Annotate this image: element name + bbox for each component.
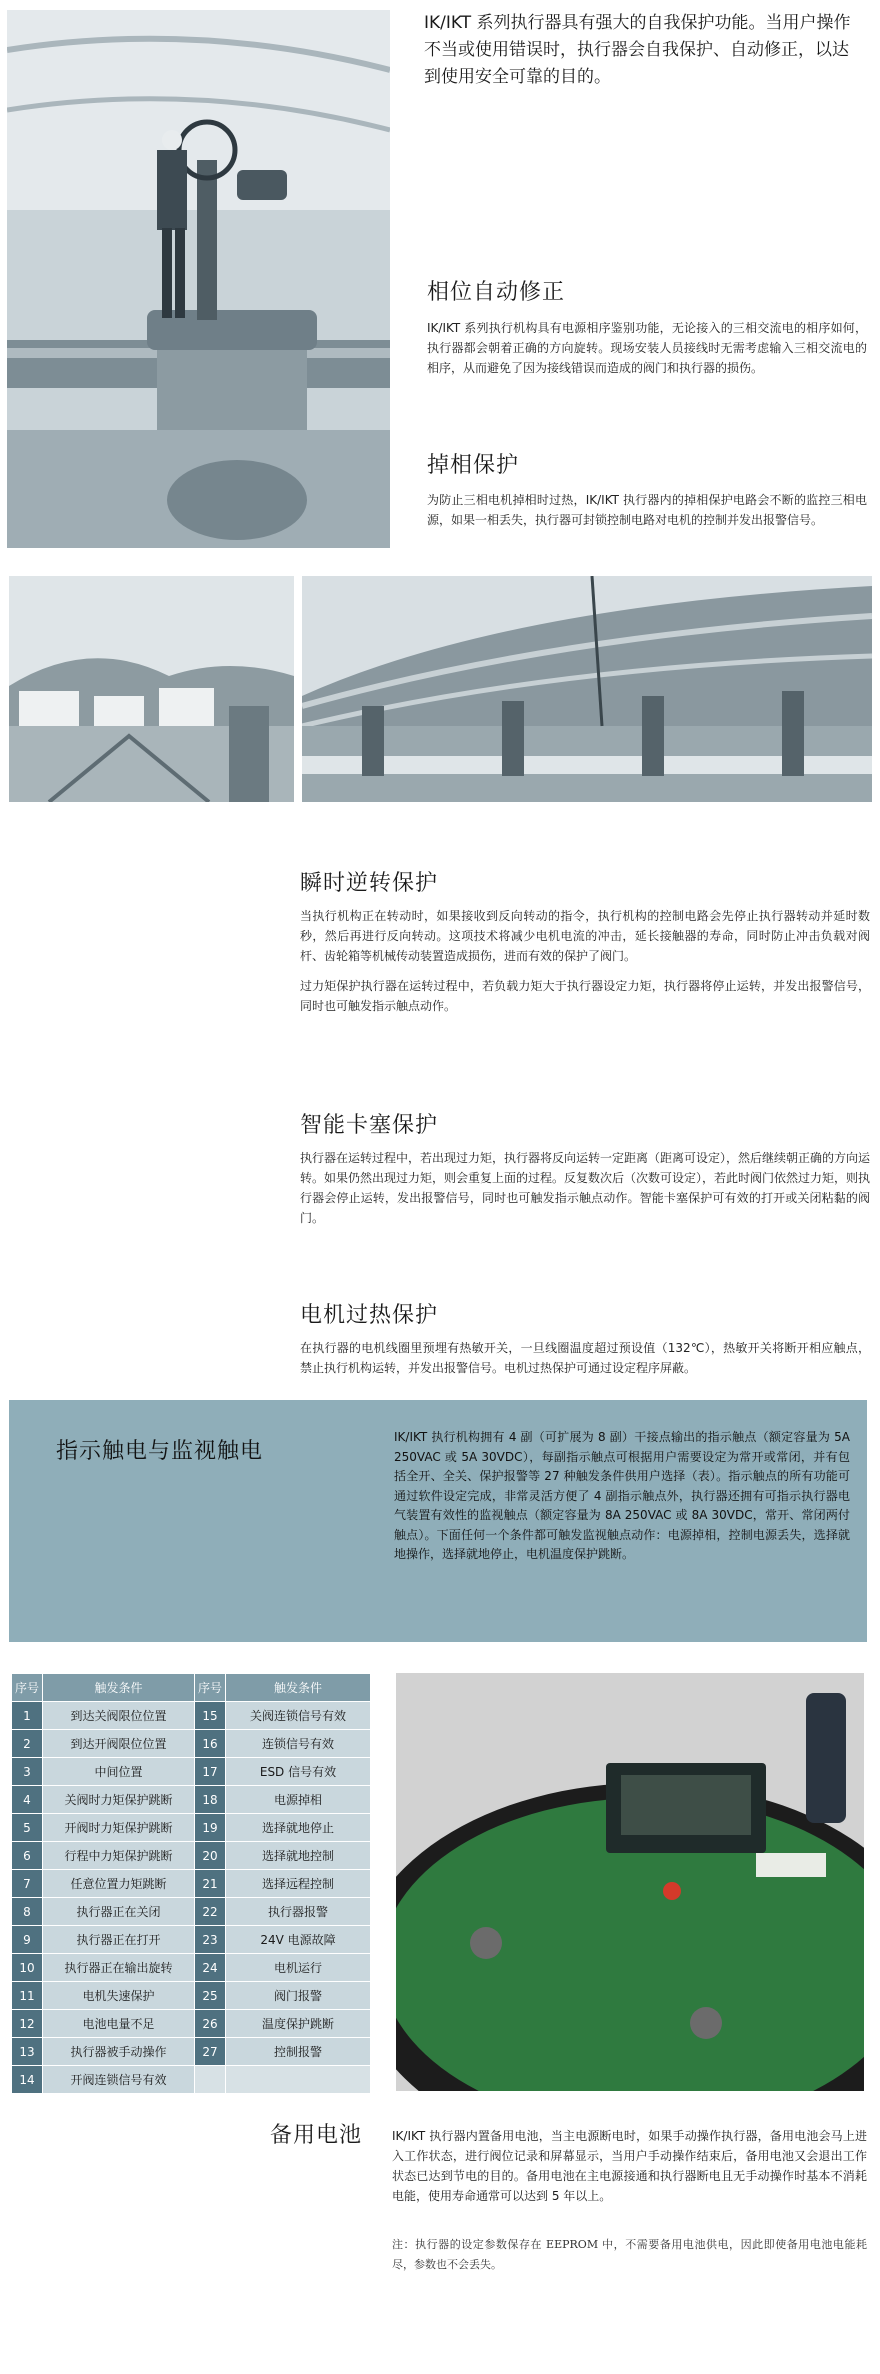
motor-heat-body [300, 1338, 870, 1388]
phase-loss-title: 掉相保护 [427, 453, 520, 478]
table-row [12, 1926, 371, 1954]
table-row [12, 2038, 371, 2066]
row-condition: 电源掉相 [226, 1786, 371, 1814]
table-row [12, 1842, 371, 1870]
row-no: 10 [12, 1954, 43, 1982]
row-condition: 电机运行 [226, 1954, 371, 1982]
row-no: 13 [12, 2038, 43, 2066]
table-row [12, 1814, 371, 1842]
row-condition: 执行器正在关闭 [43, 1898, 195, 1926]
row-no: 22 [195, 1898, 226, 1926]
row-condition: 选择就地控制 [226, 1842, 371, 1870]
row-condition: 到达开阀限位位置 [43, 1730, 195, 1758]
smart-jam-body [300, 1148, 870, 1238]
row-no: 9 [12, 1926, 43, 1954]
row-no: 1 [12, 1702, 43, 1730]
row-condition: 关阀连锁信号有效 [226, 1702, 371, 1730]
row-condition: 开阀连锁信号有效 [43, 2066, 195, 2094]
row-condition: 24V 电源故障 [226, 1926, 371, 1954]
intro-text: IK/IKT 系列执行器具有强大的自我保护功能。当用户操作不当或使用错误时，执行器会自我保护、自动修正，以达到使用安全可靠的目的。 [424, 13, 851, 87]
header-no-2: 序号 [195, 1674, 226, 1702]
table-row [12, 2010, 371, 2038]
trigger-table [11, 1673, 371, 2094]
row-condition: ESD 信号有效 [226, 1758, 371, 1786]
table-row [12, 1870, 371, 1898]
row-no: 19 [195, 1814, 226, 1842]
battery-note: 注：执行器的设定参数保存在 EEPROM 中，不需要备用电池供电，因此即使备用电池电能耗尽，参数也不会丢失。 [392, 2238, 867, 2271]
smart-jam-text: 执行器在运转过程中，若出现过力矩，执行器将反向运转一定距离（距离可设定），然后继续朝正确的方向运转。如果仍然出现过力矩，则会重复上面的过程。反复数次后（次数可设定），若此时阀门依然过力矩，则执行器会停止运转，发出报警信号，同时也可触发指示触点动作。智能卡塞保护可有效的打开或关闭粘黏的阀门。 [300, 1151, 871, 1225]
row-no: 23 [195, 1926, 226, 1954]
phase-correction-body [427, 318, 867, 388]
row-no: 8 [12, 1898, 43, 1926]
row-no: 21 [195, 1870, 226, 1898]
row-condition: 中间位置 [43, 1758, 195, 1786]
table-row [12, 1786, 371, 1814]
row-no: 12 [12, 2010, 43, 2038]
row-no: 11 [12, 1982, 43, 2010]
table-row [12, 1898, 371, 1926]
instant-reverse-paragraph-1: 当执行机构正在转动时，如果接收到反向转动的指令，执行机构的控制电路会先停止执行器转动并延时数秒，然后再进行反向转动。这项技术将减少电机电流的冲击，延长接触器的寿命，同时防止冲击负载对阀杆、齿轮箱等机械传动装置造成损伤，进而有效的保护了阀门。 [300, 909, 870, 963]
row-condition: 任意位置力矩跳断 [43, 1870, 195, 1898]
row-condition: 执行器被手动操作 [43, 2038, 195, 2066]
row-no: 27 [195, 2038, 226, 2066]
instant-reverse-title: 瞬时逆转保护 [300, 871, 439, 896]
row-condition: 电池电量不足 [43, 2010, 195, 2038]
motor-heat-text: 在执行器的电机线圈里预埋有热敏开关，一旦线圈温度超过预设值（132℃），热敏开关将断开相应触点，禁止执行机构运转，并发出报警信号。电机过热保护可通过设定程序屏蔽。 [300, 1341, 870, 1375]
contacts-body: IK/IKT 执行机构拥有 4 副（可扩展为 8 副）干接点输出的指示触点（额定容量为 5A 250VAC 或 5A 30VDC），每副指示触点可根据用户需要设定为常开或常闭，并有包括全开、全关、保护报警等 27 种触发条件供用户选择（表）。指示触点的所有功能可通过软件设定完成，非常灵活方便了 4 副指示触点外，执行器还拥有可指示执行器电气装置有效性的监视触点（额定容量为 8A 250VAC 或 8A 30VDC，常开、常闭两付触点）。下面任何一个条件都可触发监视触点动作：电源掉相，控制电源丢失，选择就地操作，选择就地停止，电机温度保护跳断。 [394, 1430, 850, 1561]
row-no: 5 [12, 1814, 43, 1842]
table-row [12, 1730, 371, 1758]
motor-heat-title: 电机过热保护 [300, 1303, 439, 1328]
header-condition-2: 触发条件 [226, 1674, 371, 1702]
row-condition: 选择就地停止 [226, 1814, 371, 1842]
battery-title: 备用电池 [270, 2123, 363, 2148]
phase-loss-text: 为防止三相电机掉相时过热，IK/IKT 执行器内的掉相保护电路会不断的监控三相电源，如果一相丢失，执行器可封锁控制电路对电机的控制并发出报警信号。 [427, 493, 867, 527]
header-condition-1: 触发条件 [43, 1674, 195, 1702]
row-condition: 阀门报警 [226, 1982, 371, 2010]
row-no: 25 [195, 1982, 226, 2010]
row-condition: 执行器报警 [226, 1898, 371, 1926]
row-no: 14 [12, 2066, 43, 2094]
row-condition: 到达关阀限位位置 [43, 1702, 195, 1730]
valve-worker-photo [7, 10, 390, 548]
contacts-band [9, 1400, 867, 1642]
phase-correction-text: IK/IKT 系列执行机构具有电源相序鉴别功能，无论接入的三相交流电的相序如何，执行器都会朝着正确的方向旋转。现场安装人员接线时无需考虑输入三相交流电的相序，从而避免了因为接线错误而造成的阀门和执行器的损伤。 [427, 321, 867, 375]
row-condition: 关阀时力矩保护跳断 [43, 1786, 195, 1814]
row-condition: 温度保护跳断 [226, 2010, 371, 2038]
row-no: 3 [12, 1758, 43, 1786]
table-row [12, 1758, 371, 1786]
row-condition: 开阀时力矩保护跳断 [43, 1814, 195, 1842]
row-condition: 行程中力矩保护跳断 [43, 1842, 195, 1870]
row-condition: 连锁信号有效 [226, 1730, 371, 1758]
trigger-table-body [12, 1702, 371, 2094]
smart-jam-title: 智能卡塞保护 [300, 1113, 439, 1138]
row-no: 6 [12, 1842, 43, 1870]
row-no: 18 [195, 1786, 226, 1814]
row-no: 2 [12, 1730, 43, 1758]
contacts-title: 指示触电与监视触电 [56, 1439, 264, 1464]
row-condition: 选择远程控制 [226, 1870, 371, 1898]
phase-correction-title: 相位自动修正 [427, 280, 566, 305]
row-no: 15 [195, 1702, 226, 1730]
row-condition [226, 2066, 371, 2094]
row-no: 24 [195, 1954, 226, 1982]
row-no: 17 [195, 1758, 226, 1786]
row-no: 20 [195, 1842, 226, 1870]
row-no: 7 [12, 1870, 43, 1898]
table-header-row [12, 1674, 371, 1702]
table-row [12, 1702, 371, 1730]
row-no: 4 [12, 1786, 43, 1814]
phase-loss-body [427, 490, 867, 540]
table-row [12, 1982, 371, 2010]
tank-farm-photo [9, 576, 294, 802]
table-row [12, 2066, 371, 2094]
row-condition: 执行器正在打开 [43, 1926, 195, 1954]
row-no [195, 2066, 226, 2094]
pipeline-valves-photo [302, 576, 872, 802]
row-condition: 控制报警 [226, 2038, 371, 2066]
instant-reverse-body [300, 906, 870, 1026]
row-no: 26 [195, 2010, 226, 2038]
table-row [12, 1954, 371, 1982]
row-condition: 电机失速保护 [43, 1982, 195, 2010]
circuit-board-photo [396, 1673, 864, 2091]
header-no-1: 序号 [12, 1674, 43, 1702]
row-condition: 执行器正在输出旋转 [43, 1954, 195, 1982]
instant-reverse-paragraph-2: 过力矩保护执行器在运转过程中，若负载力矩大于执行器设定力矩，执行器将停止运转，并发出报警信号，同时也可触发指示触点动作。 [300, 979, 870, 1013]
battery-body: IK/IKT 执行器内置备用电池，当主电源断电时，如果手动操作执行器，备用电池会马上进入工作状态，进行阀位记录和屏幕显示，当用户手动操作结束后，备用电池又会退出工作状态已达到节电的目的。备用电池在主电源接通和执行器断电且无手动操作时基本不消耗电能，使用寿命通常可以达到 5 年以上。 [392, 2129, 867, 2203]
row-no: 16 [195, 1730, 226, 1758]
